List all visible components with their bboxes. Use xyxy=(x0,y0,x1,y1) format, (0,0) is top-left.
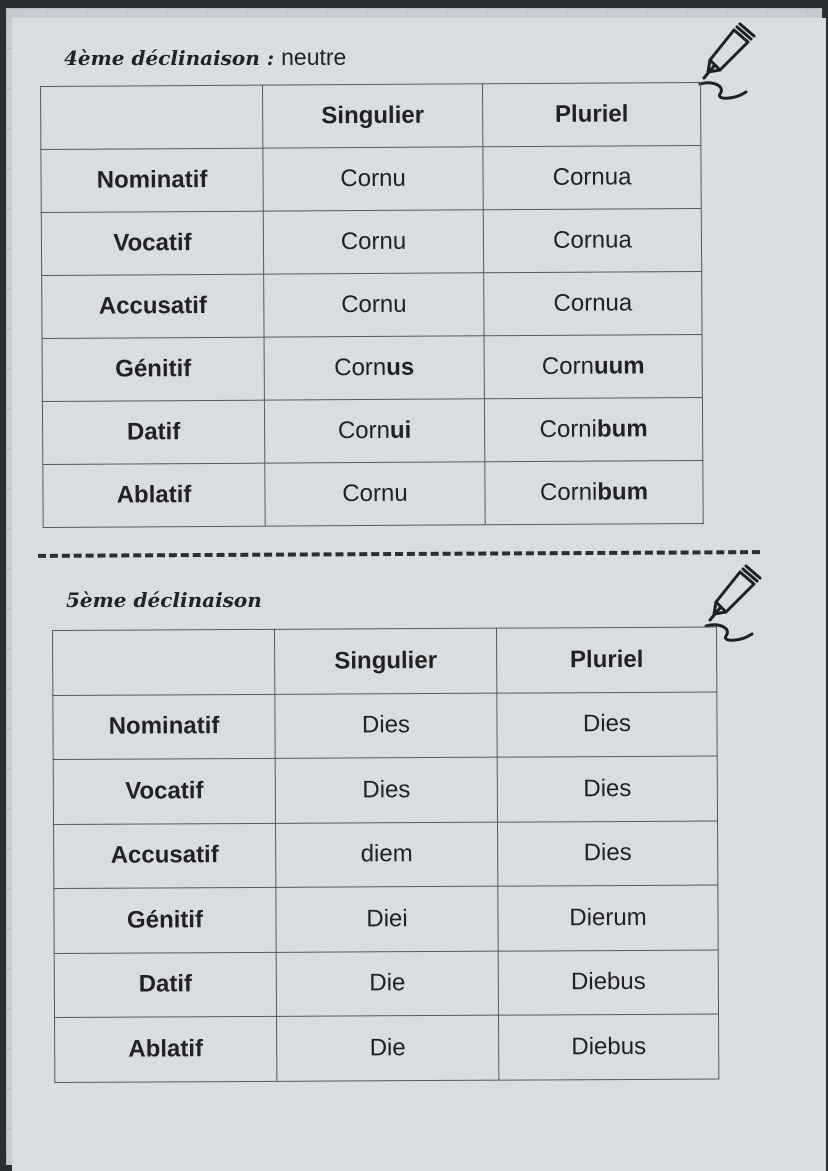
singular-form: Cornu xyxy=(264,273,484,337)
ending: ui xyxy=(389,416,412,444)
ending: uum xyxy=(593,352,645,380)
case-datif: Datif xyxy=(42,400,264,464)
heading-plain: neutre xyxy=(281,44,347,70)
singular-form: diem xyxy=(276,822,498,888)
singular-form: Cornu xyxy=(263,210,483,274)
stem: Corn xyxy=(337,416,391,445)
plural-form: Diebus xyxy=(499,1014,719,1080)
case-nominatif: Nominatif xyxy=(41,148,263,212)
plural-form xyxy=(484,334,702,398)
plural-form: Cornua xyxy=(484,271,702,335)
plural-form: Dierum xyxy=(498,885,718,951)
table-row xyxy=(41,208,701,275)
plural-form: Dies xyxy=(497,692,717,758)
table-row xyxy=(42,334,702,401)
header-singular: Singulier xyxy=(262,84,482,148)
plural-form: Cornua xyxy=(483,208,701,272)
case-nominatif: Nominatif xyxy=(53,694,275,760)
ending: bum xyxy=(596,415,648,443)
case-vocatif: Vocatif xyxy=(53,758,275,824)
case-vocatif: Vocatif xyxy=(41,211,263,275)
singular-form: Diei xyxy=(276,886,498,952)
singular-form: Cornu xyxy=(263,147,483,211)
table-row xyxy=(41,145,701,212)
plural-form: Diebus xyxy=(498,950,718,1016)
header-plural: Pluriel xyxy=(496,627,716,693)
table-row xyxy=(53,692,717,760)
singular-form: Die xyxy=(276,951,498,1017)
header-empty xyxy=(41,85,263,149)
stem: Corni xyxy=(539,478,598,506)
header-empty xyxy=(53,629,275,695)
singular-form: Dies xyxy=(275,757,497,823)
table-row xyxy=(55,1014,719,1082)
heading-italic: 4ème déclinaison : xyxy=(64,46,275,70)
table-row xyxy=(42,271,702,338)
singular-form: Cornu xyxy=(265,462,485,526)
case-accusatif: Accusatif xyxy=(42,274,264,338)
table-row xyxy=(43,460,703,527)
plural-form: Cornua xyxy=(483,145,701,209)
section-heading-5th-declension xyxy=(66,588,262,612)
header-singular: Singulier xyxy=(274,628,496,694)
ending: bum xyxy=(597,478,649,506)
singular-form: Dies xyxy=(275,693,497,759)
case-ablatif: Ablatif xyxy=(55,1016,277,1082)
table-header-row xyxy=(53,627,717,695)
stem: Corni xyxy=(539,415,598,443)
case-ablatif: Ablatif xyxy=(43,463,265,527)
singular-form xyxy=(264,336,484,400)
heading-italic: 5ème déclinaison xyxy=(66,588,262,612)
declension-table-5 xyxy=(52,627,719,1083)
table-row xyxy=(54,950,718,1018)
plural-form xyxy=(484,397,702,461)
stem: Corn xyxy=(541,352,594,380)
header-plural: Pluriel xyxy=(482,82,700,146)
case-accusatif: Accusatif xyxy=(54,823,276,889)
singular-form: Die xyxy=(277,1015,499,1081)
case-genitif: Génitif xyxy=(54,887,276,953)
table-row xyxy=(42,397,702,464)
declension-table-4 xyxy=(40,82,704,528)
table-row xyxy=(54,885,718,953)
table-header-row xyxy=(41,82,701,149)
plural-form xyxy=(485,460,703,524)
table-row xyxy=(53,756,717,824)
plural-form: Dies xyxy=(497,756,717,822)
table-row xyxy=(54,821,718,889)
singular-form xyxy=(264,399,484,463)
case-genitif: Génitif xyxy=(42,337,264,401)
plural-form: Dies xyxy=(498,821,718,887)
ending: us xyxy=(386,353,415,381)
stem: Corn xyxy=(334,353,387,382)
section-heading-4th-declension xyxy=(64,44,346,71)
case-datif: Datif xyxy=(54,952,276,1018)
